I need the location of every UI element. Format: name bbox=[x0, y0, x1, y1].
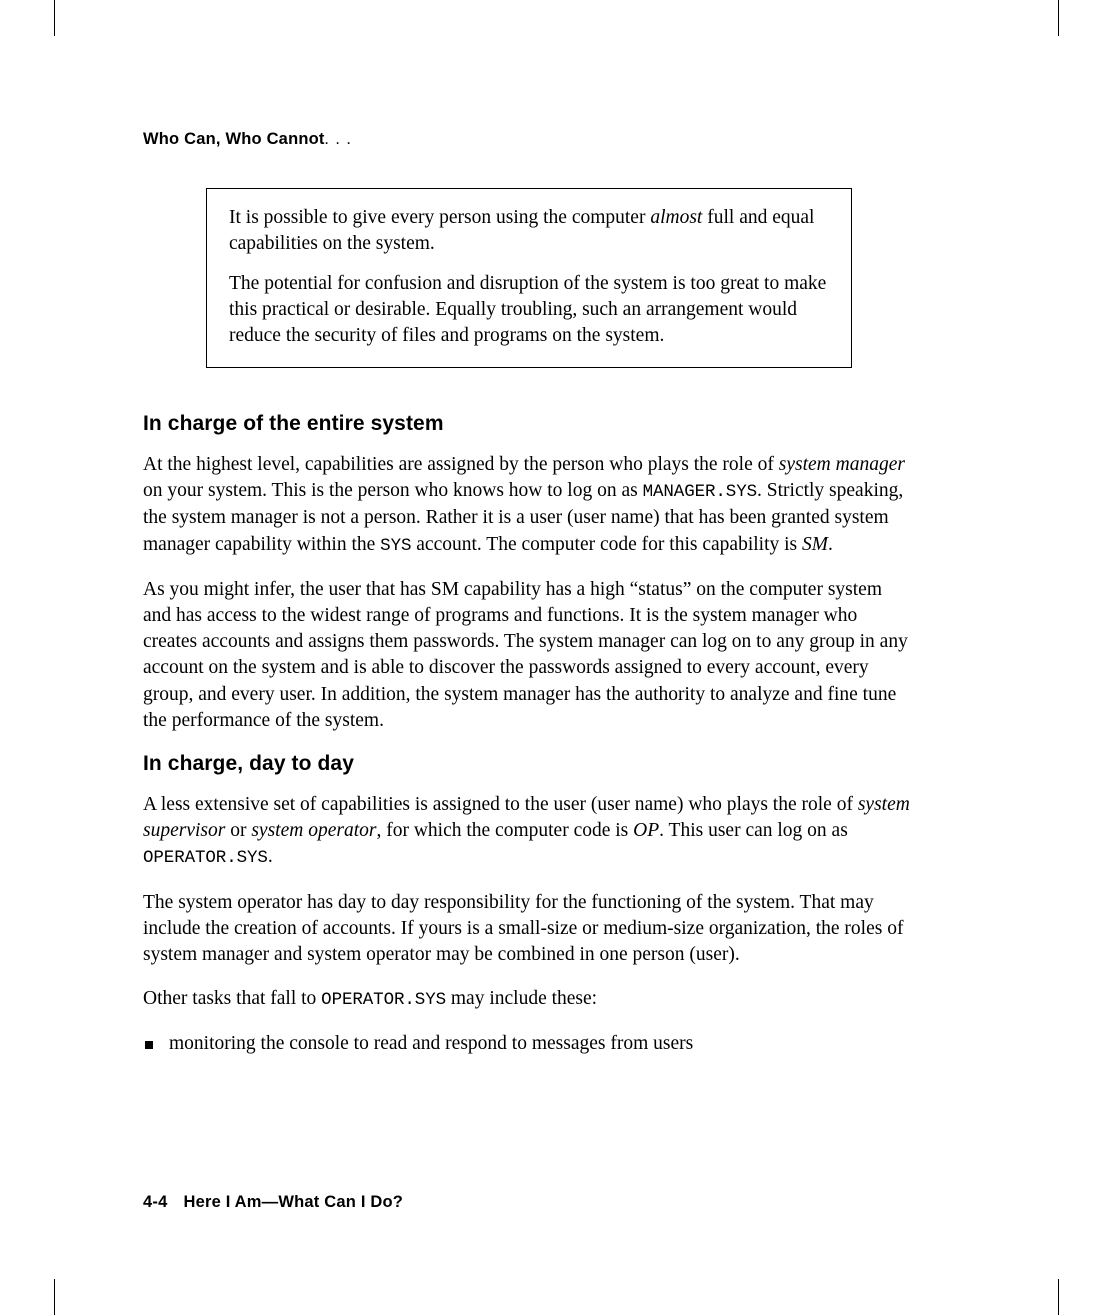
emphasis-text: almost bbox=[650, 207, 703, 228]
note-paragraph bbox=[229, 205, 829, 257]
body-paragraph bbox=[143, 792, 913, 872]
emphasis-text: system supervisor bbox=[143, 794, 910, 842]
body-paragraph bbox=[143, 452, 913, 559]
text-run: At the highest level, capabilities are assigned by the person who plays the role of bbox=[143, 454, 779, 475]
emphasis-text: system manager bbox=[778, 454, 905, 475]
running-header bbox=[143, 130, 352, 149]
bullet-list bbox=[143, 1031, 913, 1057]
text-run: . Strictly speaking, the system manager is not a person. Rather it is a user (user name) that has been granted system manager capability within the bbox=[143, 480, 904, 555]
note-paragraph bbox=[229, 271, 829, 349]
text-run: Other tasks that fall to bbox=[143, 988, 322, 1010]
section-heading: In charge, day to day bbox=[143, 752, 354, 776]
text-run: It is possible to give every person using the computer bbox=[229, 207, 651, 228]
text-run: . bbox=[267, 846, 273, 868]
code-text: SYS bbox=[380, 535, 412, 556]
code-text: OPERATOR.SYS bbox=[321, 990, 446, 1011]
body-paragraph bbox=[143, 986, 913, 1013]
running-header-ellipsis: . . . bbox=[324, 131, 353, 148]
note-callout-box bbox=[206, 188, 852, 368]
emphasis-text: SM bbox=[802, 533, 828, 555]
text-run: The system operator has day to day responsibility for the functioning of the system. That may include the creation of accounts. If yours is a small-size or medium-size organization, the roles of system manager and system operator may be combined in one person (user). bbox=[143, 891, 904, 966]
text-run: account. The computer code for this capability is bbox=[411, 533, 802, 555]
text-run: . bbox=[828, 533, 833, 555]
text-run: full and equal capabilities on the system. bbox=[229, 207, 815, 254]
text-run: on your system. This is the person who knows how to log on as bbox=[143, 480, 643, 502]
body-paragraph bbox=[143, 890, 913, 969]
text-run: or bbox=[225, 820, 252, 842]
document-body bbox=[143, 412, 913, 1065]
code-text: OPERATOR.SYS bbox=[143, 848, 268, 869]
emphasis-text: OP bbox=[633, 820, 660, 842]
text-run: As you might infer, the user that has SM capability has a high “status” on the computer system and has access to the widest range of programs and functions. It is the system manager who creates accounts and assigns them passwords. The system manager can log on to any group in any account on the system and is able to discover the passwords assigned to every account, every group, and every user. In addition, the system manager has the authority to analyze and fine tune the performance of the system. bbox=[143, 578, 908, 731]
text-run: . This user can log on as bbox=[659, 820, 848, 842]
code-text: MANAGER.SYS bbox=[642, 482, 758, 503]
list-item-label: monitoring the console to read and respond to messages from users bbox=[169, 1033, 694, 1055]
page-footer bbox=[143, 1193, 403, 1212]
footer-page-number: 4-4 bbox=[143, 1193, 168, 1211]
list-item bbox=[143, 1031, 913, 1057]
footer-title: Here I Am—What Can I Do? bbox=[183, 1193, 404, 1211]
body-paragraph bbox=[143, 577, 913, 734]
running-header-text: Who Can, Who Cannot bbox=[143, 130, 325, 148]
emphasis-text: system operator bbox=[251, 820, 377, 842]
section-heading: In charge of the entire system bbox=[143, 412, 444, 435]
text-run: A less extensive set of capabilities is assigned to the user (user name) who plays the role of bbox=[143, 794, 858, 816]
text-run: , for which the computer code is bbox=[376, 820, 634, 842]
bullet-square-icon bbox=[145, 1041, 153, 1049]
text-run: The potential for confusion and disruption of the system is too great to make this practical or desirable. Equally troubling, such an arrangement would reduce the security of files and programs on the system. bbox=[229, 273, 827, 346]
text-run: may include these: bbox=[446, 988, 598, 1010]
